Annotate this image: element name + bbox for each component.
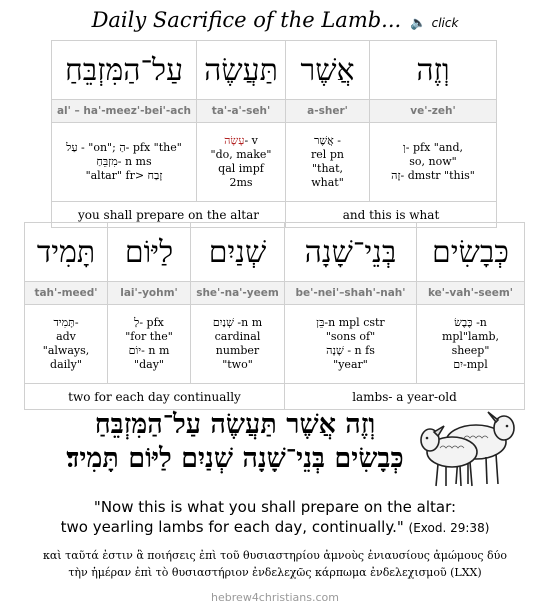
translation-left: you shall prepare on the altar [52, 202, 286, 228]
gloss-line: תָּמִיד- [53, 316, 79, 329]
hebrew-word-taaseh: תַּעֲשֶׂה [197, 41, 286, 100]
gloss-line: "year" [333, 358, 368, 371]
gloss-line: כֶּבֶשׂ -n [454, 316, 487, 329]
translit-benei-shanah: be'-nei'–shah'-nah' [285, 282, 417, 305]
gloss-line: mpl"lamb, [441, 330, 500, 343]
gloss-line: "altar" fr> זָבַח [85, 169, 163, 182]
translation-left: two for each day continually [25, 384, 285, 410]
gloss-shnayim [191, 305, 285, 384]
gloss-line: "day" [134, 358, 164, 371]
gloss-line: "two" [222, 358, 253, 371]
gloss-line: - v [244, 134, 258, 147]
gloss-line: "do, make" [210, 148, 272, 161]
gloss-line: daily" [50, 358, 82, 371]
english-line-1: "Now this is what you shall prepare on the altar: [93, 498, 457, 516]
gloss-line: יוֹם- n m [128, 344, 170, 357]
gloss-line: יִם-mpl [453, 358, 488, 371]
hebrew-verse [60, 408, 410, 476]
translit-taaseh: ta'-a'-seh' [197, 100, 286, 123]
hebrew-word-tamid: תָּמִיד [25, 223, 108, 282]
gloss-benei-shanah [285, 305, 417, 384]
translit-layom: lai'-yohm' [108, 282, 191, 305]
gloss-asher [286, 123, 370, 202]
hebrew-word-shnayim: שְׁנַיִם [191, 223, 285, 282]
gloss-root-red: עָשָׂה [224, 134, 245, 147]
gloss-line: qal impf [218, 162, 264, 175]
gloss-line: "that, [311, 162, 344, 175]
translit-al-hamizbeach: al' – ha'-meez'-bei'-ach [52, 100, 197, 123]
gloss-line: so, now" [409, 155, 457, 168]
gloss-line: adv [56, 330, 76, 343]
lambs-illustration [418, 398, 528, 490]
hebrew-word-vezeh: וְזֶה [370, 41, 497, 100]
gloss-line: what" [311, 176, 344, 189]
word-table-2 [24, 222, 525, 410]
gloss-line: שְׁנַיִם -n m [212, 316, 263, 329]
gloss-line: rel pn [311, 148, 344, 161]
hebrew-word-layom: לַיּוֹם [108, 223, 191, 282]
hebrew-verse-line-1: וְזֶה אֲשֶׁר תַּעֲשֶׂה עַל־הַמִּזְבֵּחַ [94, 409, 376, 440]
translation-right: and this is what [286, 202, 497, 228]
verse-reference: (Exod. 29:38) [408, 521, 490, 535]
hebrew-word-asher: אֲשֶׁר [286, 41, 370, 100]
translit-tamid: tah'-meed' [25, 282, 108, 305]
gloss-line: sheep" [451, 344, 490, 357]
greek-line-1: καὶ ταῦτά ἐστιν ἃ ποιήσεις ἐπὶ τοῦ θυσιαστηρίου ἀμνοὺς ἐνιαυσίους ἀμώμους δύο [43, 549, 507, 562]
gloss-line: בֵּן-n mpl cstr [316, 316, 385, 329]
translit-shnayim: she'-na'-yeem [191, 282, 285, 305]
word-table-1 [51, 40, 497, 228]
audio-click-link[interactable]: click [431, 16, 459, 30]
gloss-line: number [215, 344, 260, 357]
site-footer[interactable]: hebrew4christians.com [211, 591, 339, 604]
gloss-line: עַל - "on"; הַ- pfx "the" [66, 141, 182, 154]
gloss-line: וְ- pfx "and, [402, 141, 464, 154]
gloss-vezeh [370, 123, 497, 202]
gloss-kevasim [417, 305, 525, 384]
english-translation [0, 497, 550, 538]
translit-asher: a-sher' [286, 100, 370, 123]
gloss-line: אֲשֶׁר - [313, 134, 341, 147]
hebrew-verse-line-2: כְּבָשִׂים בְּנֵי־שָׁנָה שְׁנַיִם לַיּוֹם תָּמִיד׃ [66, 443, 404, 474]
hebrew-word-kevasim: כְּבָשִׂים [417, 223, 525, 282]
gloss-line: מִזְבֵּחַ- n ms [96, 155, 152, 168]
greek-lxx [0, 547, 550, 581]
hebrew-word-al-hamizbeach: עַל־הַמִּזְבֵּחַ [52, 41, 197, 100]
gloss-al-hamizbeach [52, 123, 197, 202]
gloss-tamid [25, 305, 108, 384]
gloss-line: cardinal [214, 330, 261, 343]
translation-right: lambs- a year-old [285, 384, 525, 410]
gloss-line: 2ms [229, 176, 253, 189]
speaker-icon[interactable]: 🔈 [410, 16, 427, 31]
gloss-line: "always, [42, 344, 90, 357]
english-line-2: two yearling lambs for each day, continually." [60, 518, 404, 536]
page-title [0, 8, 550, 32]
title-text: Daily Sacrifice of the Lamb... [91, 8, 402, 32]
gloss-line: לַ- pfx [134, 316, 164, 329]
hebrew-word-benei-shanah: בְּנֵי־שָׁנָה [285, 223, 417, 282]
gloss-taaseh [197, 123, 286, 202]
greek-line-2: τὴν ἡμέραν ἐπὶ τὸ θυσιαστήριον ἐνδελεχῶς κάρπωμα ἐνδελεχισμοῦ (LXX) [68, 566, 482, 579]
translit-kevasim: ke'-vah'-seem' [417, 282, 525, 305]
gloss-line: זֶה- dmstr "this" [391, 169, 475, 182]
gloss-line: "for the" [125, 330, 173, 343]
translit-vezeh: ve'-zeh' [370, 100, 497, 123]
gloss-line: שָׁנָה - n fs [326, 344, 375, 357]
gloss-line: "sons of" [325, 330, 376, 343]
gloss-layom [108, 305, 191, 384]
